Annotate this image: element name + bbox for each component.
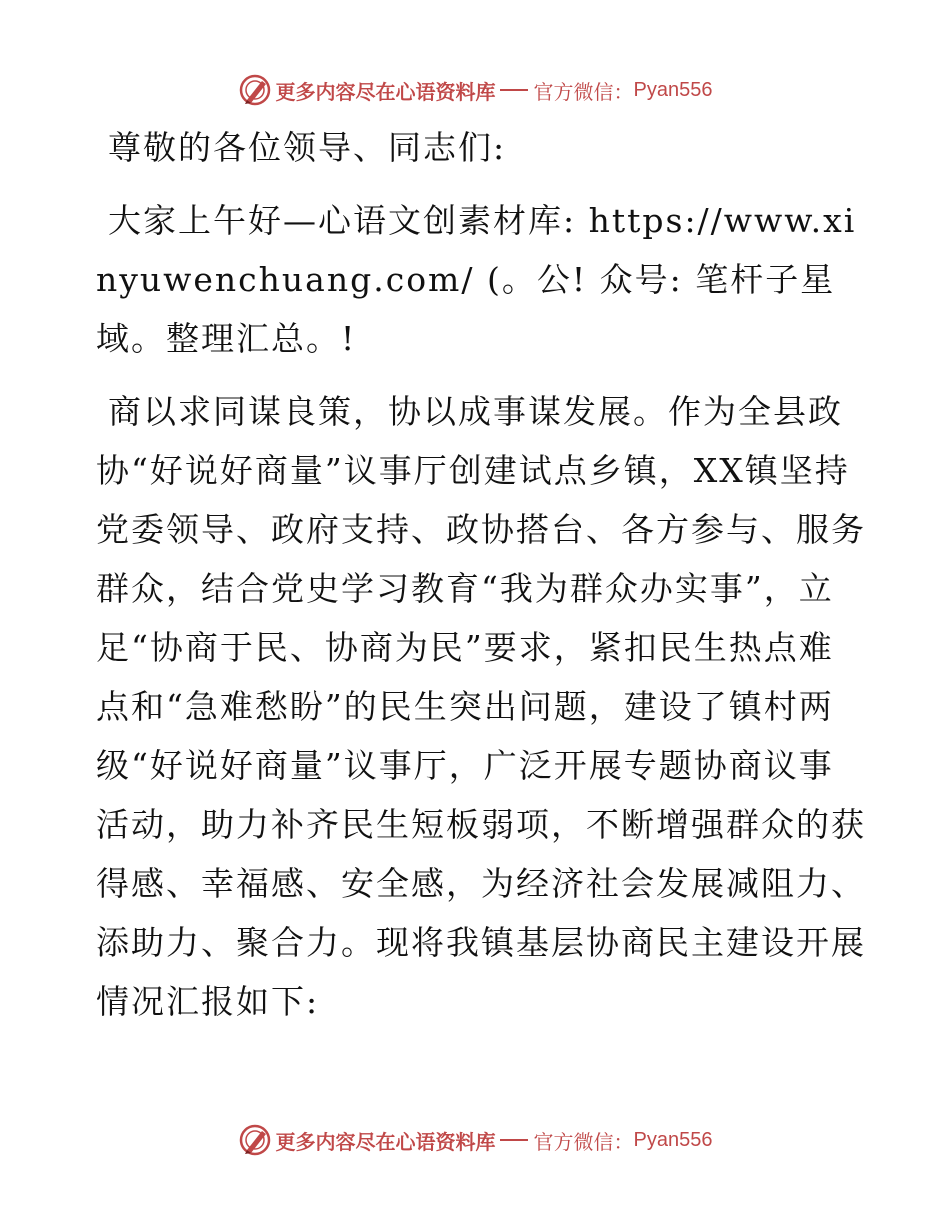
banner-wechat-label: 官方微信：: [533, 79, 634, 104]
pen-circle-logo-icon: [238, 1123, 272, 1157]
document-body: [96, 118, 866, 1031]
footer-banner: [0, 1120, 950, 1160]
banner-wechat-id: Pyan556: [633, 1128, 713, 1151]
main-paragraph: 商以求同谋良策，协以成事谋发展。作为全县政协“好说好商量”议事厅创建试点乡镇，XX镇坚持党委领导、政府支持、政协搭台、各方参与、服务群众，结合党史学习教育“我为群众办实事”，立足“协商于民、协商为民”要求，紧扣民生热点难点和“急难愁盼”的民生突出问题，建设了镇村两级“好说好商量”议事厅，广泛开展专题协商议事活动，助力补齐民生短板弱项，不断增强群众的获得感、幸福感、安全感，为经济社会发展减阻力、添助力、聚合力。现将我镇基层协商民主建设开展情况汇报如下:: [96, 392, 866, 1021]
intro-paragraph: 大家上午好—心语文创素材库: https://www.xinyuwenchuang.com/ (。公! 众号: 笔杆子星域。整理汇总。!: [96, 201, 857, 358]
banner-slogan: 更多内容尽在心语资料库: [275, 79, 496, 104]
greeting-paragraph: 尊敬的各位领导、同志们:: [108, 128, 507, 167]
banner-wechat-id: Pyan556: [633, 78, 713, 101]
banner-divider: [500, 1139, 528, 1141]
banner-slogan: 更多内容尽在心语资料库: [275, 1129, 496, 1154]
banner-wechat-label: 官方微信：: [533, 1129, 634, 1154]
pen-circle-logo-icon: [238, 73, 272, 107]
header-banner: [0, 70, 950, 110]
banner-divider: [500, 89, 528, 91]
